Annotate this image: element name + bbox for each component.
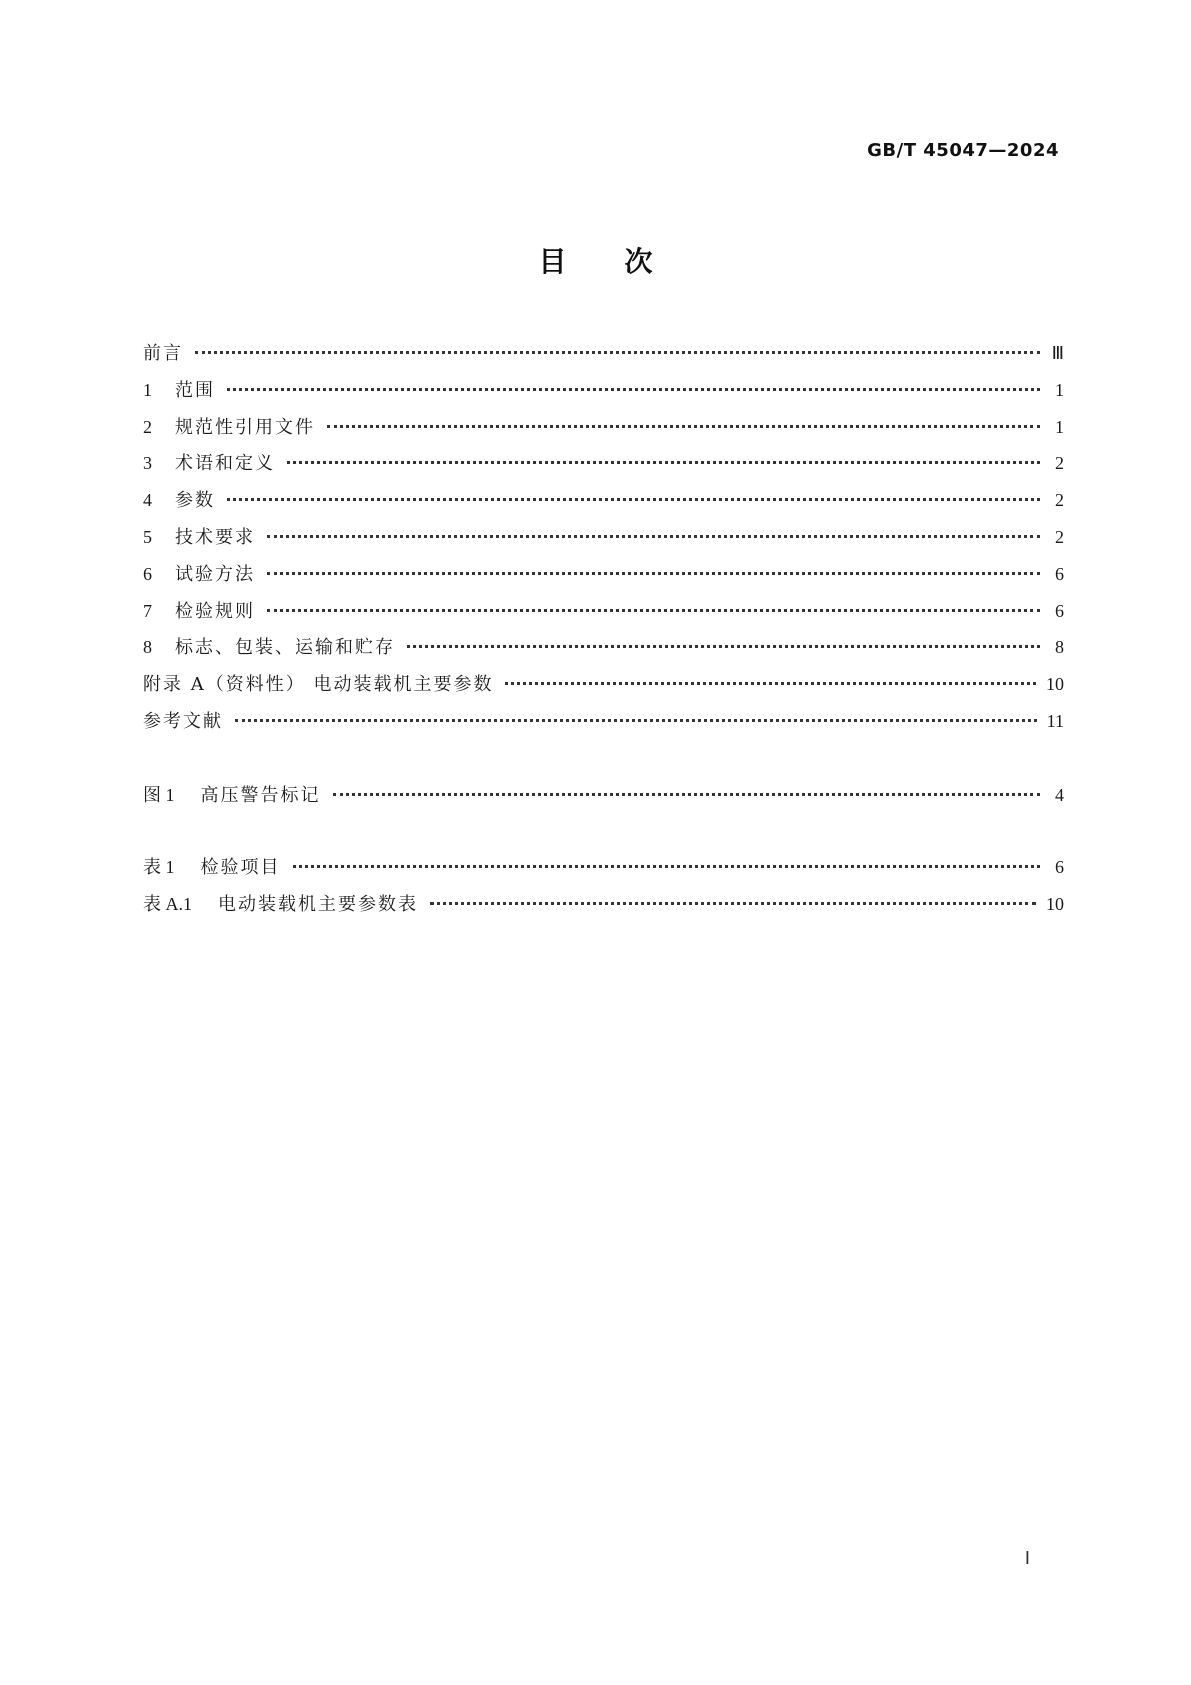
page-number: Ⅰ bbox=[1024, 1548, 1030, 1568]
toc-main-list bbox=[143, 339, 1064, 744]
toc-entry-label: 规范性引用文件 bbox=[175, 416, 315, 438]
toc-table-label: 检验项目 bbox=[200, 857, 281, 878]
toc-entry[interactable] bbox=[143, 560, 1064, 597]
toc-entry[interactable] bbox=[143, 597, 1064, 634]
standard-code: GB/T 45047—2024 bbox=[867, 140, 1059, 161]
toc-table-number: 表 A.1 bbox=[143, 893, 192, 914]
toc-leader-dots bbox=[267, 608, 1040, 612]
toc-entry-number: 6 bbox=[143, 563, 152, 584]
toc-leader-dots bbox=[293, 864, 1041, 868]
toc-entry-number: 7 bbox=[143, 600, 152, 621]
toc-leader-dots bbox=[267, 534, 1040, 538]
toc-leader-dots bbox=[235, 718, 1037, 722]
toc-leader-dots bbox=[333, 792, 1041, 796]
toc-entry-page: 2 bbox=[1055, 453, 1064, 474]
toc-entry[interactable] bbox=[143, 413, 1064, 450]
toc-figure-entry[interactable] bbox=[143, 781, 1064, 818]
toc-entry-page: 11 bbox=[1046, 710, 1064, 731]
toc-entry-label: 术语和定义 bbox=[175, 453, 275, 475]
toc-entry[interactable] bbox=[143, 707, 1064, 744]
toc-leader-dots bbox=[227, 497, 1040, 501]
toc-entry[interactable] bbox=[143, 376, 1064, 413]
toc-tables-list bbox=[143, 853, 1064, 927]
toc-table-entry[interactable] bbox=[143, 853, 1064, 890]
toc-leader-dots bbox=[195, 350, 1040, 354]
toc-leader-dots bbox=[407, 644, 1040, 648]
toc-figure-label: 高压警告标记 bbox=[200, 785, 321, 806]
toc-entry-label: 试验方法 bbox=[175, 563, 255, 585]
toc-entry-page: 6 bbox=[1055, 600, 1064, 621]
toc-entry-label: 范围 bbox=[175, 379, 215, 401]
toc-leader-dots bbox=[505, 681, 1036, 685]
toc-entry-page: 8 bbox=[1055, 637, 1064, 658]
toc-entry[interactable] bbox=[143, 523, 1064, 560]
toc-leader-dots bbox=[327, 424, 1040, 428]
toc-leader-dots bbox=[287, 460, 1040, 464]
toc-entry[interactable] bbox=[143, 339, 1064, 376]
toc-table-page: 6 bbox=[1055, 857, 1064, 877]
toc-entry-page: 2 bbox=[1055, 490, 1064, 511]
toc-entry[interactable] bbox=[143, 486, 1064, 523]
toc-entry-label: 检验规则 bbox=[175, 600, 255, 622]
toc-entry-page: 1 bbox=[1055, 379, 1064, 400]
toc-entry-label: 附录 A（资料性） 电动装载机主要参数 bbox=[143, 674, 494, 696]
toc-figure-number: 图 1 bbox=[143, 785, 175, 805]
toc-entry[interactable] bbox=[143, 633, 1064, 670]
toc-entry-page: 10 bbox=[1046, 674, 1064, 695]
page-title: 目次 bbox=[538, 245, 711, 278]
toc-table-entry[interactable] bbox=[143, 890, 1064, 927]
toc-entry-page: Ⅲ bbox=[1051, 343, 1064, 363]
toc-entry-label: 前言 bbox=[143, 343, 183, 364]
toc-entry-page: 6 bbox=[1055, 563, 1064, 584]
toc-entry-number: 2 bbox=[143, 416, 152, 437]
toc-entry-label: 标志、包装、运输和贮存 bbox=[175, 637, 395, 659]
toc-figure-page: 4 bbox=[1055, 785, 1064, 805]
toc-entry-number: 3 bbox=[143, 453, 152, 474]
toc-table-label: 电动装载机主要参数表 bbox=[218, 893, 418, 915]
toc-entry-page: 1 bbox=[1055, 416, 1064, 437]
toc-leader-dots bbox=[430, 901, 1036, 905]
toc-table-page: 10 bbox=[1046, 893, 1064, 914]
toc-entry[interactable] bbox=[143, 670, 1064, 707]
toc-entry-label: 参数 bbox=[175, 490, 215, 512]
toc-entry-number: 5 bbox=[143, 526, 152, 547]
toc-entry-page: 2 bbox=[1055, 526, 1064, 547]
toc-leader-dots bbox=[227, 387, 1040, 391]
toc-entry-label: 技术要求 bbox=[175, 526, 255, 548]
toc-entry-number: 1 bbox=[143, 379, 152, 400]
toc-table-number: 表 1 bbox=[143, 857, 175, 877]
toc-entry-label: 参考文献 bbox=[143, 710, 223, 732]
toc-leader-dots bbox=[267, 571, 1040, 575]
toc-entry-number: 4 bbox=[143, 490, 152, 511]
toc-figures-list bbox=[143, 781, 1064, 818]
toc-entry[interactable] bbox=[143, 449, 1064, 486]
toc-entry-number: 8 bbox=[143, 637, 152, 658]
